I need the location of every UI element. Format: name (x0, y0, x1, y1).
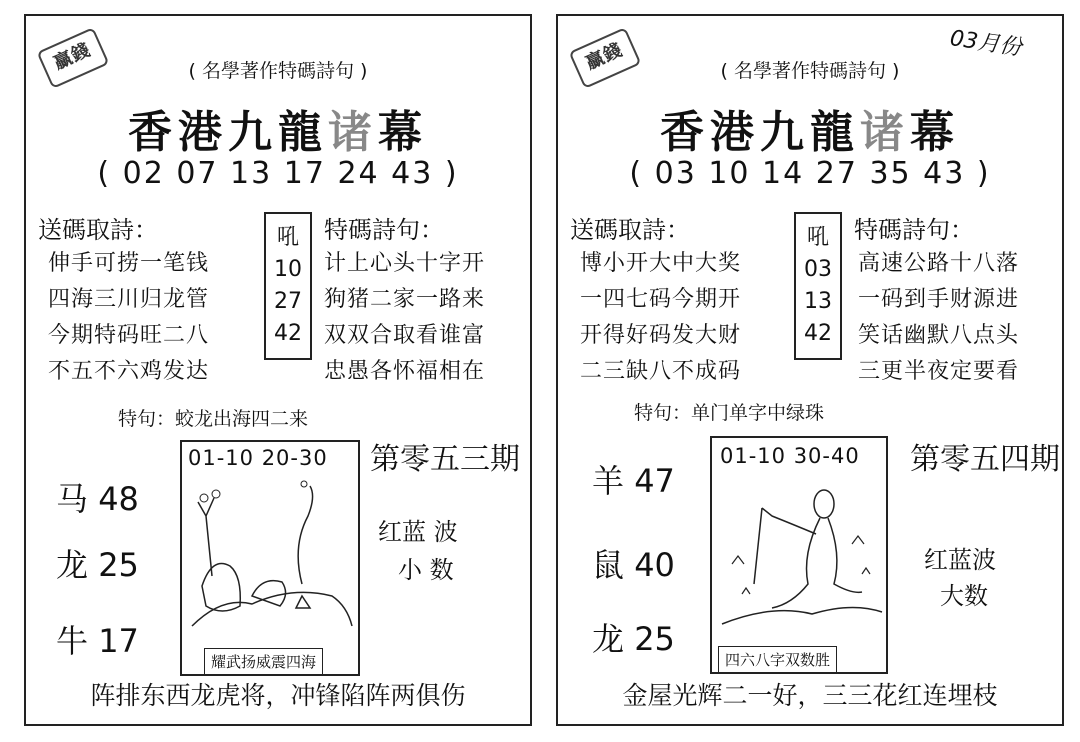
special-codes-box (264, 212, 312, 360)
verse-title: 特碼詩句： (324, 216, 444, 244)
win-money-stamp: 贏錢 (569, 27, 642, 89)
code-value: 13 (804, 289, 832, 314)
brand-main: 香港九龍 (128, 107, 328, 158)
number-size: 大数 (940, 582, 988, 610)
poem-line: 一四七码今期开 (580, 287, 742, 312)
verse-line: 忠愚各怀福相在 (324, 359, 486, 384)
bottom-verse: 金屋光辉二一好，三三花红连埋枝 (622, 681, 998, 710)
subtitle: ( 名學著作特碼詩句 ) (720, 60, 900, 82)
period-label: 第零五三期 (370, 442, 520, 477)
number-range: 01-10 20-30 (188, 446, 328, 470)
poem-line: 伸手可捞一笔钱 (48, 251, 210, 276)
poem-line: 开得好码发大财 (580, 323, 742, 348)
illustration-frame (180, 440, 360, 676)
zodiac-animal: 鼠 (592, 546, 625, 584)
zodiac-number: 40 (634, 546, 675, 584)
poem-line: 博小开大中大奖 (580, 251, 742, 276)
illustration-caption: 耀武扬威震四海 (204, 648, 323, 675)
brand-title (26, 96, 530, 160)
verse-line: 一码到手财源进 (858, 287, 1020, 312)
zodiac-animal: 龙 (56, 546, 89, 584)
lottery-sheet-left (24, 14, 532, 726)
draw-numbers: ( 02 07 13 17 24 43 ) (97, 156, 459, 191)
verse-line: 计上心头十字开 (324, 251, 486, 276)
wave-color: 红蓝波 (924, 546, 996, 574)
verse-line: 狗猪二家一路来 (324, 287, 486, 312)
special-verse: 特句：蛟龙出海四二来 (118, 408, 309, 430)
illustration-caption: 四六八字双数胜 (718, 646, 837, 673)
verse-line: 笑话幽默八点头 (858, 323, 1020, 348)
brand-main: 香港九龍 (660, 107, 860, 158)
zodiac-row (56, 474, 139, 520)
zodiac-row (592, 456, 675, 502)
lottery-sheet-right (556, 14, 1064, 726)
zodiac-row (592, 540, 675, 586)
code-value: 03 (804, 257, 832, 282)
brand-end: 幕 (378, 107, 428, 158)
verse-line: 双双合取看谁富 (324, 323, 486, 348)
brand-end: 幕 (910, 107, 960, 158)
zodiac-row (56, 616, 139, 662)
period-label: 第零五四期 (910, 442, 1060, 477)
code-value: 10 (274, 257, 302, 282)
verse-title: 特碼詩句： (854, 216, 974, 244)
special-codes-box (794, 212, 842, 360)
zodiac-number: 25 (634, 620, 675, 658)
number-range: 01-10 30-40 (720, 444, 860, 468)
poem-line: 不五不六鸡发达 (48, 359, 210, 384)
zodiac-animal: 牛 (56, 622, 89, 660)
zodiac-animal: 羊 (592, 462, 625, 500)
poem-title: 送碼取詩： (570, 216, 690, 244)
verse-line: 三更半夜定要看 (858, 359, 1020, 384)
code-head: 吼 (806, 225, 829, 250)
brand-faded-char: 诸 (328, 107, 378, 158)
special-verse: 特句：单门单字中绿珠 (634, 402, 825, 424)
dancing-figure-illustration (712, 474, 886, 640)
win-money-stamp: 贏錢 (37, 27, 110, 89)
zodiac-number: 17 (98, 622, 139, 660)
zodiac-row (56, 540, 139, 586)
sage-on-rock-illustration (182, 476, 358, 642)
zodiac-row (592, 614, 675, 660)
zodiac-animal: 龙 (592, 620, 625, 658)
brand-title (558, 96, 1062, 160)
code-value: 42 (804, 321, 832, 346)
code-head: 吼 (276, 225, 299, 250)
zodiac-number: 48 (98, 480, 139, 518)
zodiac-number: 25 (98, 546, 139, 584)
poem-line: 二三缺八不成码 (580, 359, 742, 384)
brand-faded-char: 诸 (860, 107, 910, 158)
subtitle: ( 名學著作特碼詩句 ) (188, 60, 368, 82)
zodiac-animal: 马 (56, 480, 89, 518)
zodiac-number: 47 (634, 462, 675, 500)
draw-numbers: ( 03 10 14 27 35 43 ) (629, 156, 991, 191)
poem-line: 今期特码旺二八 (48, 323, 210, 348)
poem-title: 送碼取詩： (38, 216, 158, 244)
poem-line: 四海三川归龙管 (48, 287, 210, 312)
code-value: 27 (274, 289, 302, 314)
wave-color: 红蓝 波 (378, 518, 458, 546)
number-size: 小 数 (398, 556, 454, 584)
illustration-frame (710, 436, 888, 674)
code-value: 42 (274, 321, 302, 346)
verse-line: 高速公路十八落 (858, 251, 1020, 276)
month-note: 03月份 (948, 26, 1024, 61)
bottom-verse: 阵排东西龙虎将，冲锋陷阵两俱伤 (90, 681, 466, 710)
